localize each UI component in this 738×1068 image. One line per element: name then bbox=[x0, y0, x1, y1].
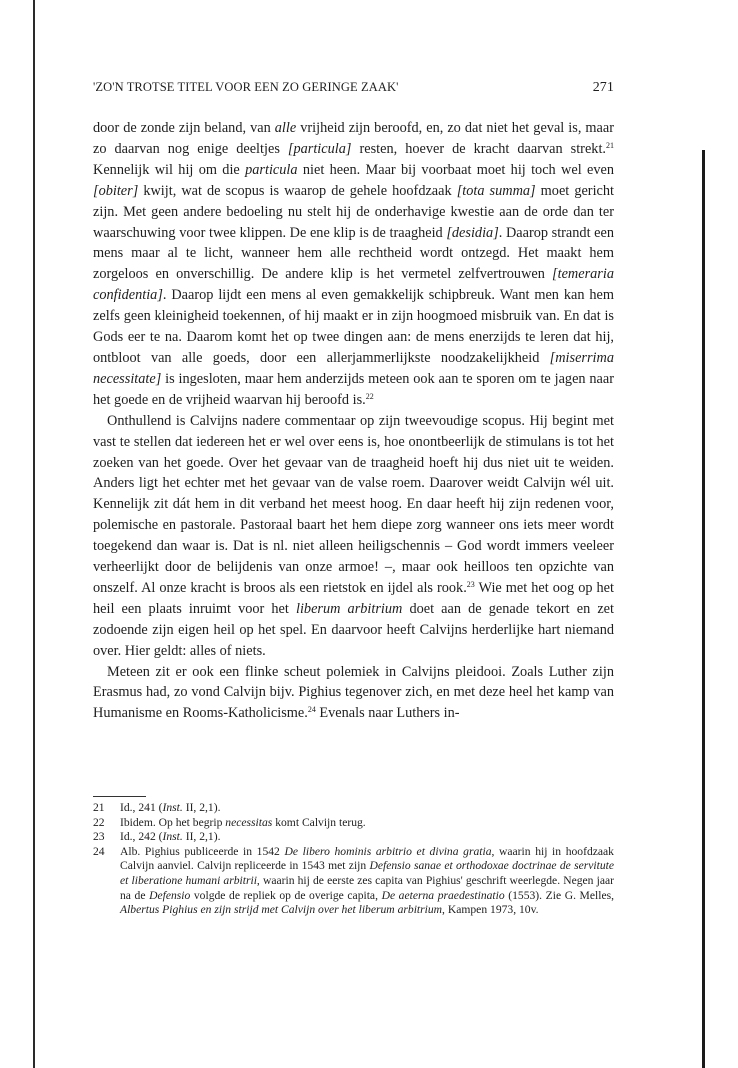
paragraph bbox=[93, 118, 614, 411]
paragraph bbox=[93, 411, 614, 662]
footnote-number: 22 bbox=[93, 815, 105, 829]
footnote-ref: 21 bbox=[606, 140, 614, 150]
text-run: . Daarop lijdt een mens al even gemakkelijk schipbreuk. Want men kan hem zelfs geen kleinigheid toekennen, of hij maakt er in zijn hoogmoed misbruik van. En dat is Gods eer te na. Daarom komt het op twee dingen aan: de mens enerzijds te leren dat hij, ontbloot van alle goeds, door een allerjammerlijkste noodzakelijkheid bbox=[93, 287, 614, 366]
footnote-ref: 23 bbox=[466, 579, 475, 589]
text-run: , waarin hij in hoofdzaak Calvijn aanviel. Calvijn repliceerde in 1543 met zijn bbox=[120, 844, 614, 873]
text-run: moet gericht zijn. Met geen andere bedoeling nu stelt hij de onderhavige kwestie aan de orde dan ter waarschuwing voor twee klippen. De ene klip is de traagheid bbox=[93, 182, 615, 241]
footnote-separator bbox=[93, 796, 146, 797]
italic-text: [tota summa] bbox=[456, 182, 536, 199]
text-run: II, 2,1). bbox=[182, 801, 221, 814]
text-run: kwijt, wat de scopus is waarop de gehele hoofdzaak bbox=[138, 182, 457, 199]
page-edge-right bbox=[702, 150, 705, 1068]
text-run: Id., 242 ( bbox=[120, 830, 163, 844]
text-run: Onthullend is Calvijns nadere commentaar op zijn tweevoudige scopus. Hij begint met vast te stellen dat iedereen het er wel over eens is, hoe onontbeerlijk de stimulans is tot het zoeken van het goede. Over het gevaar van de traagheid hoeft hij dus niet uit te weiden. Anders ligt het echter met het gevaar van de valse roem. Daarover weidt Calvijn wél uit. Kennelijk zit dát hem in dit verband het meest hoog. En daar heeft hij zijn redenen voor, polemische en pastorale. Pastoraal baart het hem diepe zorg wanneer ons iets meer wordt toegekend dan waar is. Dat is nl. niet alleen heiligschennis – God wordt immers veeleer verheerlijkt door de belijdenis van onze armoe! –, maar ook heilloos ten opzichte van onszelf. Al onze kracht is broos als een rietstok en ijdel als rook. bbox=[93, 412, 614, 596]
footnote bbox=[93, 816, 614, 831]
footnote-number: 24 bbox=[93, 844, 105, 858]
italic-text: Inst. bbox=[162, 830, 183, 844]
text-run: volgde de repliek op de overige capita, bbox=[190, 888, 382, 902]
footnote bbox=[93, 845, 614, 918]
text-run: komt Calvijn terug. bbox=[272, 815, 366, 829]
italic-text: [temeraria confidentia] bbox=[93, 266, 614, 304]
text-run: , Kampen 1973, 10v. bbox=[442, 903, 539, 917]
running-head bbox=[93, 80, 614, 100]
running-title: 'ZO'N TROTSE TITEL VOOR EEN ZO GERINGE ZAAK' bbox=[93, 80, 399, 94]
italic-text: [obiter] bbox=[93, 182, 139, 199]
footnotes bbox=[93, 800, 614, 918]
footnote bbox=[93, 830, 614, 845]
footnote-ref: 24 bbox=[307, 705, 316, 715]
text-run: Id., 241 ( bbox=[120, 801, 163, 814]
italic-text: Defensio bbox=[149, 888, 191, 902]
text-run: door de zonde zijn beland, van bbox=[93, 120, 275, 136]
text-run: is ingesloten, maar hem anderzijds meteen ook aan te sporen om te jagen naar het goede en de vrijheid waarvan hij beroofd is. bbox=[93, 370, 614, 408]
page-edge-left bbox=[33, 0, 35, 1068]
italic-text: [desidia] bbox=[446, 224, 499, 241]
text-run: doet aan de genade tekort en zet zodoende zijn eigen heil op het spel. En daarvoor heeft Calvijns herderlijke hart niemand over. Hier geldt: alles of niets. bbox=[93, 600, 614, 659]
footnote-number: 23 bbox=[93, 830, 105, 844]
italic-text: liberum arbitrium bbox=[295, 600, 403, 617]
italic-text: alle bbox=[274, 120, 297, 136]
italic-text: De aeterna praedestinatio bbox=[381, 888, 505, 902]
text-run: Alb. Pighius publiceerde in 1542 bbox=[120, 844, 285, 858]
footnote-text bbox=[120, 801, 220, 814]
footnote-text bbox=[120, 845, 614, 916]
page-number: 271 bbox=[592, 80, 614, 95]
text-run: , waarin hij de eerste zes capita van Pighius' geschrift weerlegde. Negen jaar na de bbox=[120, 873, 614, 902]
italic-text: necessitas bbox=[225, 815, 273, 829]
text-run: Ibidem. Op het begrip bbox=[120, 815, 226, 829]
footnote-number: 21 bbox=[93, 801, 105, 814]
text-run: (1553). Zie G. Melles, bbox=[504, 888, 615, 902]
italic-text: De libero hominis arbitrio et divina gratia bbox=[284, 844, 492, 858]
footnote-text bbox=[120, 830, 220, 843]
footnote-text bbox=[120, 816, 366, 829]
text-run: Wie met het oog op het heil een plaats inruimt voor het bbox=[93, 579, 614, 617]
italic-text: Inst. bbox=[162, 801, 183, 814]
italic-text: Defensio sanae et orthodoxae doctrinae de servitute et liberatione humani arbitrii bbox=[120, 859, 614, 887]
italic-text: [particula] bbox=[287, 140, 352, 157]
text-run: . Daarop strandt een mens maar al te licht, wanneer hem alle rechtheid wordt ontzegd. Het maakt hem zorgeloos en onverschillig. De andere klip is het vermetel zelfvertrouwen bbox=[93, 224, 614, 283]
footnote-ref: 22 bbox=[365, 391, 374, 401]
text-run: resten, hoever de kracht daarvan strekt. bbox=[351, 140, 606, 157]
text-run: Kennelijk wil hij om die bbox=[93, 161, 246, 178]
italic-text: particula bbox=[245, 161, 298, 178]
paragraph bbox=[93, 662, 614, 725]
body-text bbox=[93, 118, 614, 724]
text-run: Evenals naar Luthers in- bbox=[315, 705, 460, 722]
italic-text: Albertus Pighius en zijn strijd met Calvijn over het liberum arbitrium bbox=[120, 903, 443, 917]
text-run: II, 2,1). bbox=[182, 830, 221, 844]
italic-text: [miserrima necessitate] bbox=[93, 349, 614, 387]
footnote bbox=[93, 801, 614, 816]
text-run: vrijheid zijn beroofd, en, zo dat niet het geval is, maar zo daarvan nog enige deeltjes bbox=[93, 120, 614, 157]
text-run: Meteen zit er ook een flinke scheut polemiek in Calvijns pleidooi. Zoals Luther zijn Erasmus had, zo vond Calvijn bijv. Pighius tegenover zich, en met deze heel het kamp van Humanisme en Rooms-Katholicisme. bbox=[93, 663, 614, 722]
text-run: niet heen. Maar bij voorbaat moet hij toch wel even bbox=[297, 161, 614, 178]
